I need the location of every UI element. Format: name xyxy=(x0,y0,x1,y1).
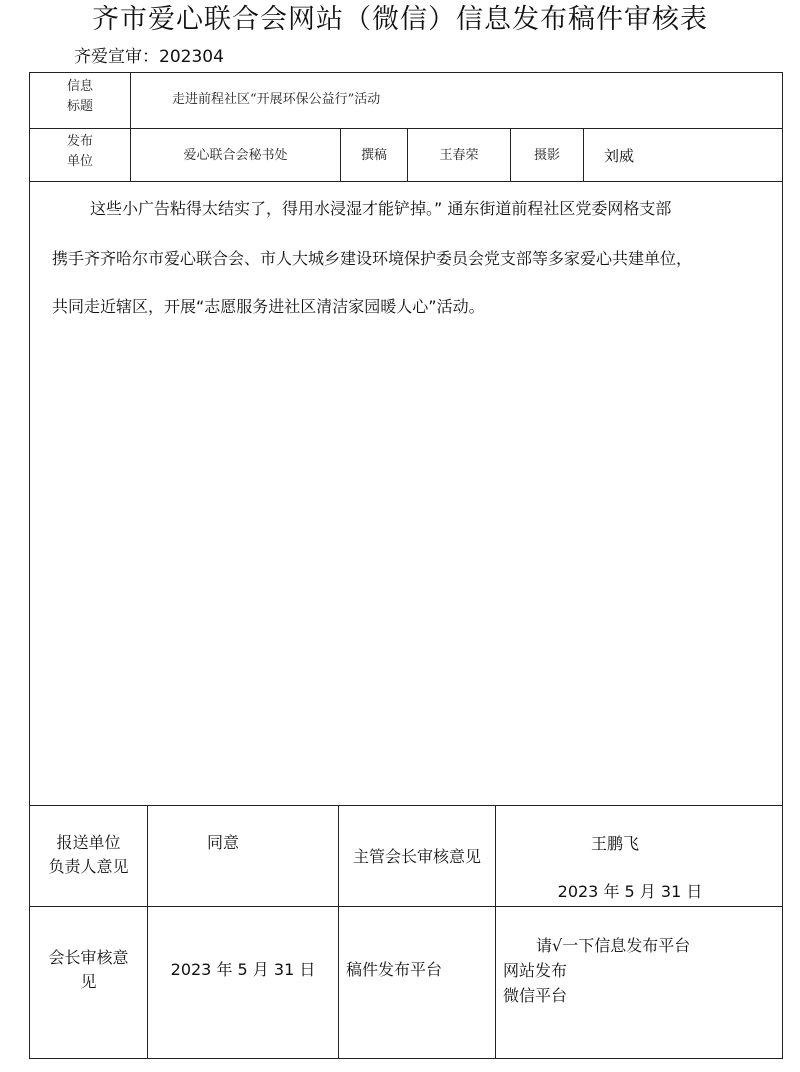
platform-option-wechat[interactable]: 微信平台 xyxy=(503,986,568,1005)
table-border-top xyxy=(29,72,783,73)
row-divider-publisher xyxy=(29,181,783,182)
platform-option-website[interactable]: 网站发布 xyxy=(503,961,568,980)
column-divider-photo xyxy=(583,128,584,181)
info-title-label-line2: 标题 xyxy=(66,99,93,114)
president-review-date: 2023 年 5 月 31 日 xyxy=(170,960,316,979)
vp-signature: 王鹏飞 xyxy=(590,834,639,853)
publisher-label-line2: 单位 xyxy=(66,154,93,169)
unit-opinion-value: 同意 xyxy=(206,833,239,852)
body-line-2: 携手齐齐哈尔市爱心联合会、市人大城乡建设环境保护委员会党支部等多家爱心共建单位， xyxy=(52,249,693,268)
writer-value: 王春荣 xyxy=(439,148,479,163)
president-review-label xyxy=(30,946,147,996)
body-line-3: 共同走近辖区，开展“志愿服务进社区清洁家园暖人心”活动。 xyxy=(52,297,485,316)
column-divider-review-3 xyxy=(495,805,496,1059)
page-title: 齐市爱心联合会网站（微信）信息发布稿件审核表 xyxy=(92,4,708,35)
publisher-value: 爱心联合会秘书处 xyxy=(183,148,288,163)
unit-opinion-label-line1: 报送单位 xyxy=(56,833,121,852)
info-title-label-line1: 信息 xyxy=(66,79,93,94)
table-border-left xyxy=(29,72,30,1059)
publisher-label xyxy=(30,132,130,178)
table-border-right xyxy=(782,72,783,1059)
unit-opinion-label xyxy=(30,831,147,881)
row-divider-body xyxy=(29,805,783,806)
writer-label: 撰稿 xyxy=(360,148,387,163)
unit-opinion-label-line2: 负责人意见 xyxy=(48,857,129,876)
publisher-label-line1: 发布 xyxy=(66,134,93,149)
vp-review-date: 2023 年 5 月 31 日 xyxy=(557,882,703,901)
body-line-1: 这些小广告粘得太结实了，得用水浸湿才能铲掉。” 通东街道前程社区党委网格支部 xyxy=(90,199,672,218)
photographer-value: 刘威 xyxy=(604,147,635,165)
row-divider-title xyxy=(29,128,783,129)
vp-review-label: 主管会长审核意见 xyxy=(352,847,481,866)
column-divider-review-2 xyxy=(338,805,339,1059)
info-title-value: 走进前程社区“开展环保公益行”活动 xyxy=(172,92,381,107)
platform-label: 稿件发布平台 xyxy=(346,960,443,979)
row-divider-review xyxy=(29,906,783,907)
photo-label: 摄影 xyxy=(533,148,560,163)
table-border-bottom xyxy=(29,1058,783,1059)
platform-instruction: 请√一下信息发布平台 xyxy=(536,936,691,955)
document-number: 齐爱宣审：202304 xyxy=(74,47,224,67)
president-review-label-line1: 会长审核意 xyxy=(48,948,129,967)
info-title-label xyxy=(30,77,130,125)
president-review-label-line2: 见 xyxy=(80,972,97,991)
